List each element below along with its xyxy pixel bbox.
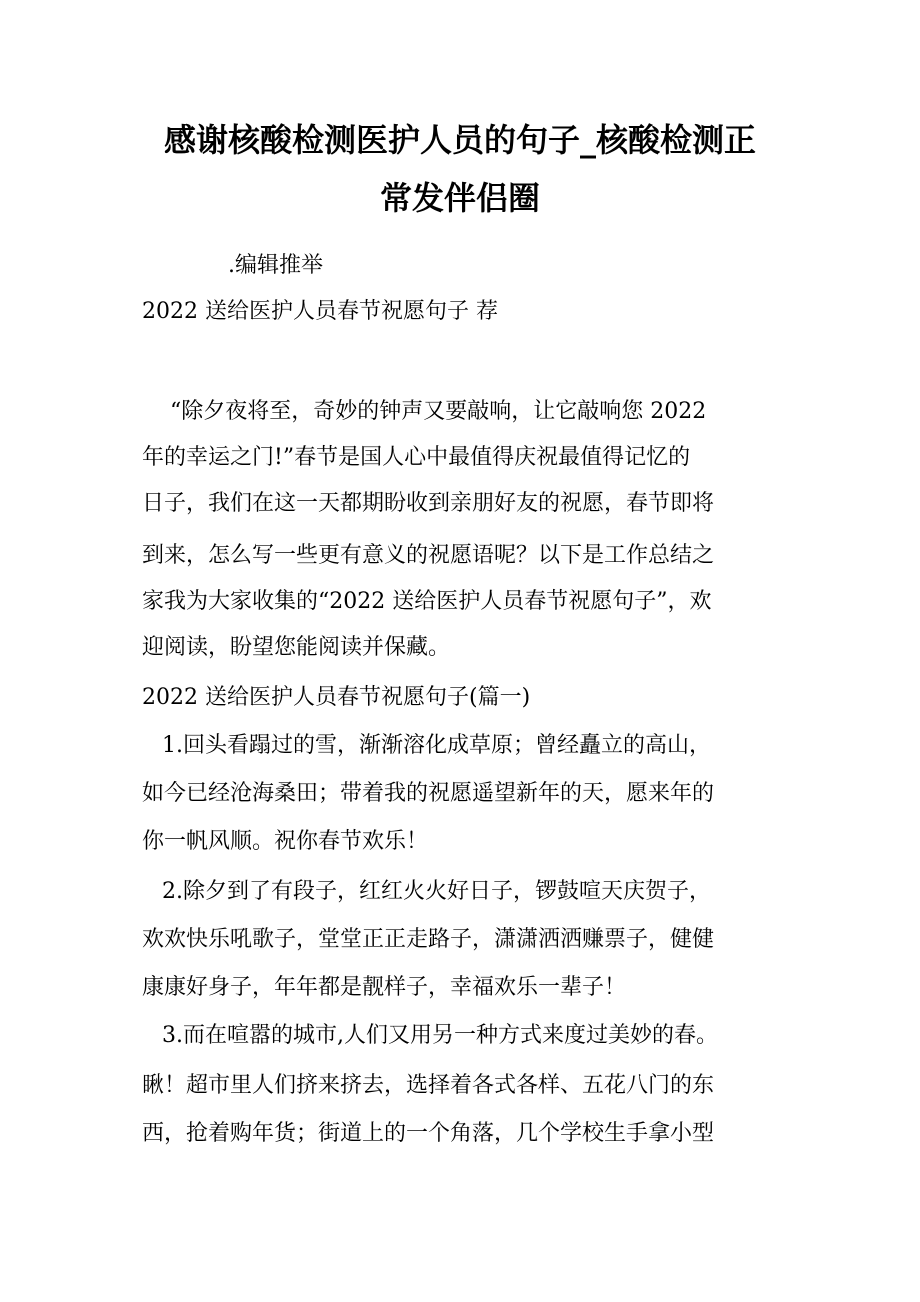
item-2-line-3: 康康好身子，年年都是靓样子，幸福欢乐一辈子！ [142, 975, 627, 1000]
document-subtitle: 2022 送给医护人员春节祝愿句子 荐 [142, 299, 498, 324]
item-1-line-1: 1.回头看蹋过的雪，渐渐溶化成草原；曾经矗立的高山， [162, 733, 711, 758]
item-3-line-1: 3.而在喧嚣的城市,人们又用另一种方式来度过美妙的春。 [162, 1023, 718, 1048]
intro-line-3: 日子，我们在这一天都期盼收到亲朋好友的祝愿，春节即将 [142, 491, 715, 516]
item-1-line-3: 你一帆风顺。祝你春节欢乐！ [142, 829, 429, 854]
item-2-line-2: 欢欢快乐吼歌子，堂堂正正走路子，潇潇洒洒赚票子，健健 [142, 927, 715, 952]
section-heading: 2022 送给医护人员春节祝愿句子(篇一) [142, 685, 531, 710]
item-3-line-3: 西，抢着购年货；街道上的一个角落，几个学校生手拿小型 [142, 1121, 715, 1146]
item-1-line-2: 如今已经沧海桑田；带着我的祝愿遥望新年的天，愿来年的 [142, 781, 715, 806]
intro-line-5: 家我为大家收集的“2022 送给医护人员春节祝愿句子”，欢 [142, 589, 712, 614]
document-title-line-1: 感谢核酸检测医护人员的句子_核酸检测正 [163, 121, 756, 159]
intro-line-4: 到来，怎么写一些更有意义的祝愿语呢？以下是工作总结之 [142, 543, 715, 568]
document-title-line-2: 常发伴侣圈 [379, 179, 540, 217]
intro-line-2: 年的幸运之门!”春节是国人心中最值得庆祝最值得记忆的 [142, 445, 691, 470]
intro-line-1: “除夕夜将至，奇妙的钟声又要敲响，让它敲响您 2022 [170, 399, 707, 424]
item-2-line-1: 2.除夕到了有段子，红红火火好日子，锣鼓喧天庆贺子， [162, 879, 711, 904]
intro-line-6: 迎阅读，盼望您能阅读并保藏。 [142, 635, 451, 660]
editor-note: .编辑推举 [228, 253, 323, 278]
item-3-line-2: 瞅！超市里人们挤来挤去，选择着各式各样、五花八门的东 [142, 1073, 715, 1098]
